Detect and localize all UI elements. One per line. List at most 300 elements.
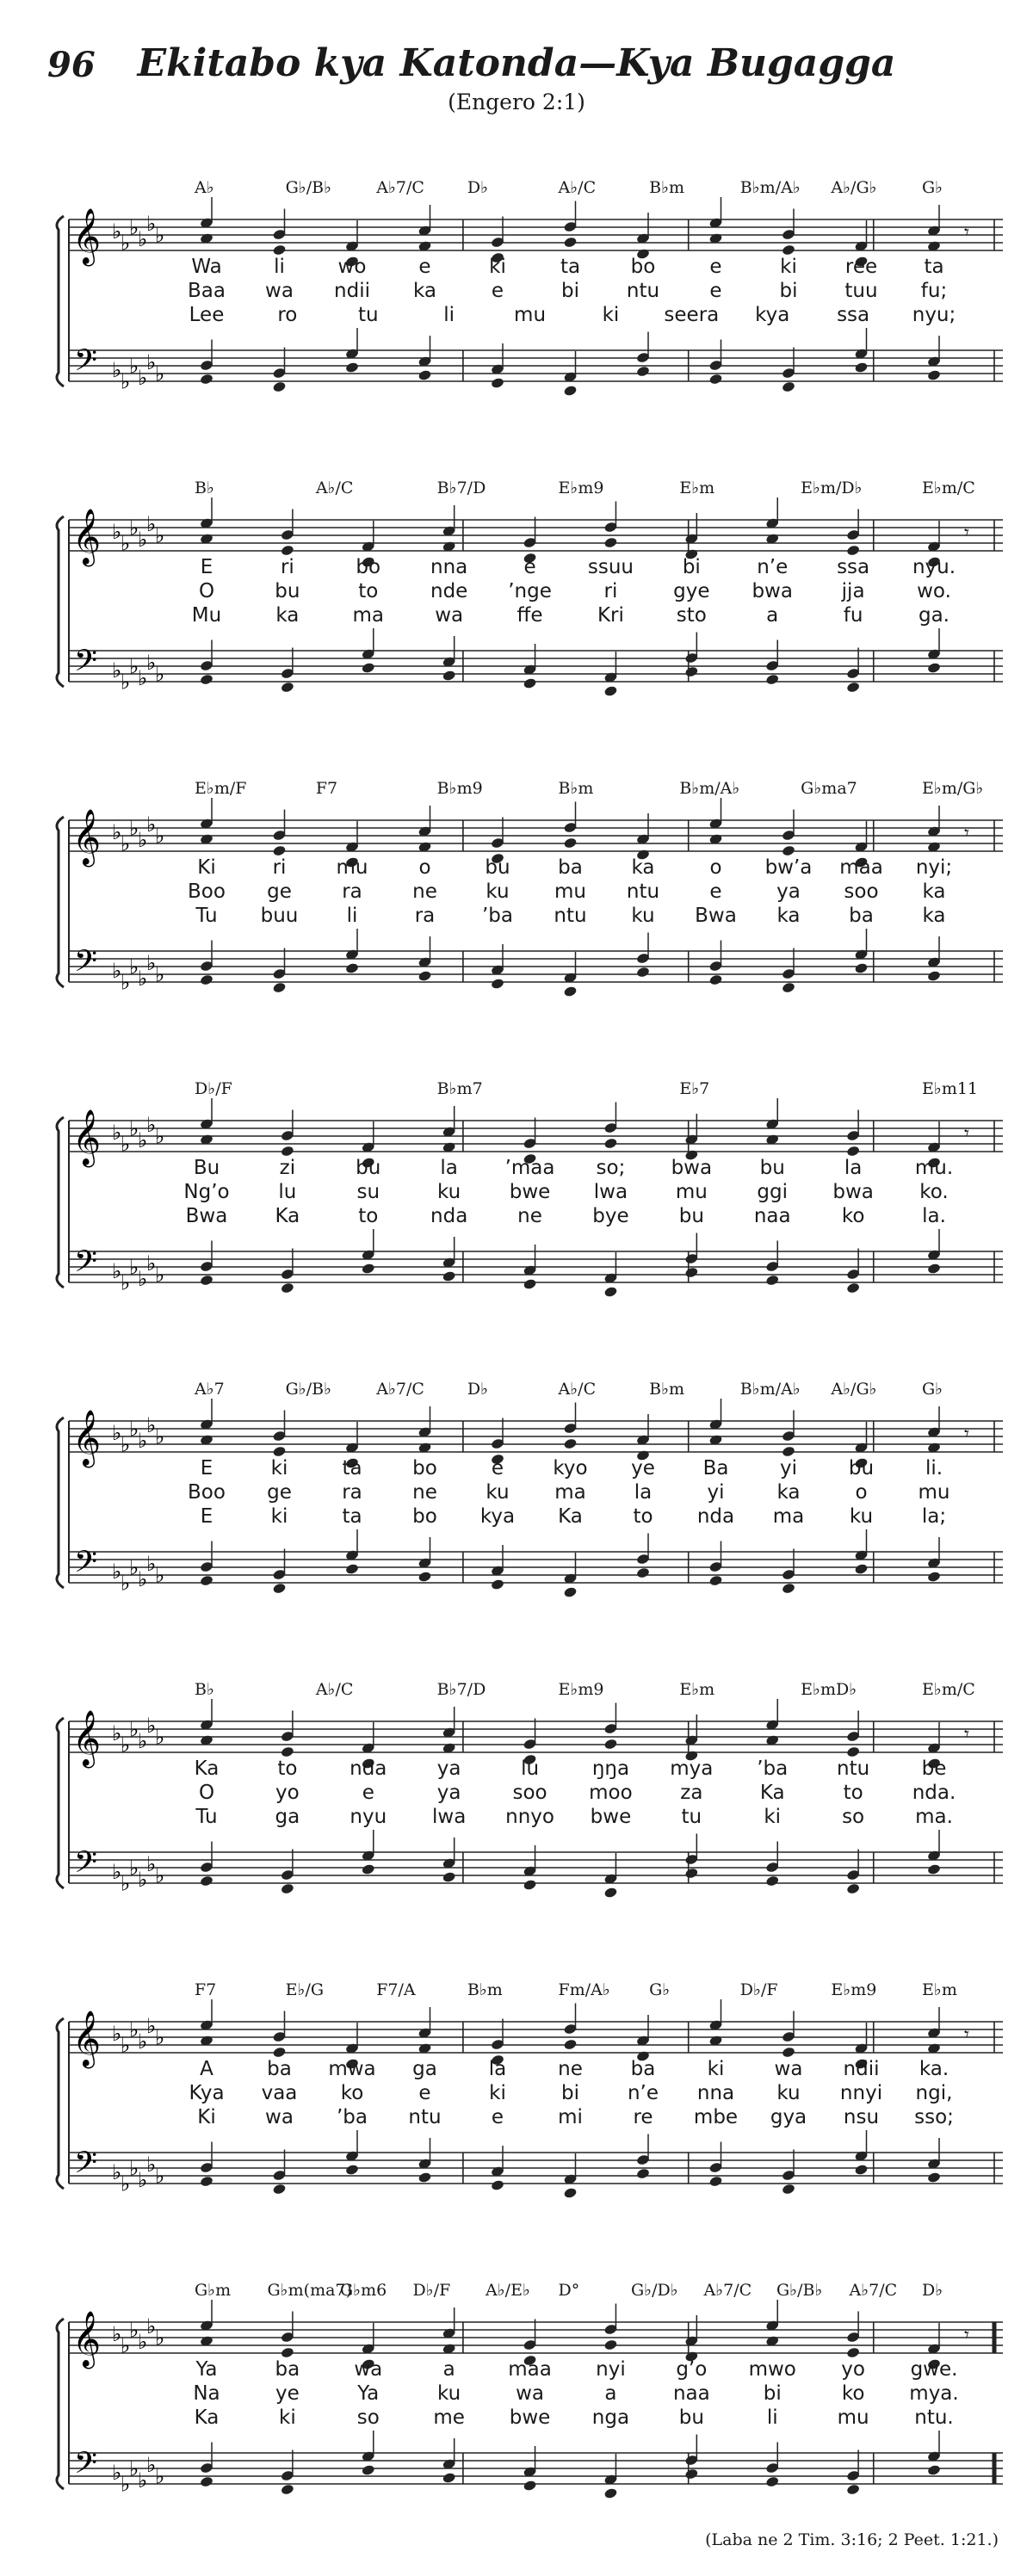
lyric-syllable: Lee (189, 304, 225, 326)
lyric-syllable: Ba (702, 1457, 729, 1480)
lyric-syllable: nda (696, 1505, 735, 1528)
key-flat-icon: ♭ (112, 1421, 122, 1445)
lyric-syllable: g’o (676, 2358, 708, 2381)
key-flat-icon: ♭ (129, 2318, 139, 2343)
lyrics-verse-2 (52, 1481, 1003, 1507)
bass-note (361, 2464, 375, 2476)
eighth-rest-icon: 𝄾 (964, 1123, 969, 1145)
bass-note (603, 1286, 618, 1298)
lyric-syllable: Ki (197, 2106, 216, 2128)
lyric-syllable: Ya (195, 2358, 218, 2381)
lyric-syllable: mu. (914, 1157, 954, 1179)
bass-note (846, 681, 861, 693)
lyric-syllable: ko (340, 2082, 364, 2104)
lyrics-verse-2 (52, 2382, 1003, 2408)
lyric-syllable: ki (489, 2082, 506, 2104)
key-flat-icon: ♭ (155, 2025, 165, 2050)
key-flat-icon: ♭ (121, 2472, 131, 2497)
bass-note (563, 385, 578, 397)
lyric-syllable: ra (342, 1481, 362, 1504)
lyric-syllable: kya (479, 1505, 516, 1528)
lyric-syllable: ge (267, 880, 292, 903)
bass-note (345, 962, 360, 974)
lyric-syllable: ssa (837, 556, 870, 578)
bass-note (361, 662, 375, 674)
lyric-syllable: Tu (195, 905, 218, 927)
lyric-syllable: bw’a (764, 856, 813, 879)
chord-symbol: B♭m7 (436, 1079, 483, 1098)
lyric-syllable: ne (412, 1481, 437, 1504)
lyric-syllable: re (633, 2106, 653, 2128)
lyric-syllable: ka (412, 280, 437, 302)
lyric-syllable: soo (844, 880, 879, 903)
lyric-syllable: ka (275, 604, 300, 627)
treble-clef-icon: 𝄞 (72, 809, 102, 865)
lyric-syllable: mbe (693, 2106, 739, 2128)
lyric-syllable: ya (436, 1757, 461, 1780)
lyric-syllable: bo (356, 556, 381, 578)
lyric-syllable: ssa (837, 304, 870, 326)
lyric-syllable: ki (270, 1505, 288, 1528)
bass-note (200, 373, 214, 385)
lyric-syllable: ree (844, 256, 878, 278)
lyric-syllable: ka (776, 1481, 801, 1504)
treble-note (281, 1745, 295, 1757)
lyric-syllable: jja (841, 580, 865, 602)
bass-note (418, 1571, 432, 1583)
chord-symbol: D♭ (467, 178, 489, 197)
bass-note (927, 662, 942, 674)
lyric-syllable: ku (486, 880, 510, 903)
bass-note (281, 1282, 295, 1294)
lyric-syllable: zi (279, 1157, 296, 1179)
bass-clef-icon: 𝄢 (74, 943, 98, 985)
music-system (52, 425, 1003, 709)
key-flat-icon: ♭ (146, 1413, 157, 1437)
lyric-syllable: e (709, 880, 722, 903)
treble-note (563, 236, 578, 248)
lyric-syllable: ra (414, 905, 436, 927)
chord-symbol: B♭m/A♭ (739, 178, 801, 197)
bass-note (345, 2164, 360, 2176)
eighth-rest-icon: 𝄾 (964, 2024, 969, 2046)
lyric-syllable: bu (678, 1205, 704, 1227)
key-flat-icon: ♭ (138, 2168, 148, 2192)
chord-symbol: B♭ (195, 479, 214, 497)
lyric-syllable: la; (921, 1505, 947, 1528)
lyrics-verse-3 (52, 2406, 1003, 2432)
key-flat-icon: ♭ (121, 1270, 131, 1295)
bass-note (491, 2179, 505, 2191)
key-flat-icon: ♭ (121, 531, 131, 556)
lyrics-verse-2 (52, 1782, 1003, 1807)
bass-note (345, 1563, 360, 1575)
bass-note (636, 365, 651, 377)
lyric-syllable: Bu (193, 1157, 220, 1179)
lyric-syllable: e (491, 1457, 504, 1480)
lyric-syllable: bu (759, 1157, 785, 1179)
lyric-syllable: nyu; (912, 304, 956, 326)
lyric-syllable: la (440, 1157, 458, 1179)
bass-note (272, 981, 287, 993)
chord-symbol: B♭m (649, 178, 685, 197)
bass-note (927, 2171, 942, 2184)
lyric-syllable: ra (342, 880, 362, 903)
bass-note (603, 2487, 618, 2499)
lyric-syllable: e (491, 2106, 504, 2128)
lyric-syllable: Boo (188, 880, 226, 903)
lyric-syllable: ka (922, 880, 946, 903)
lyric-syllable: o (855, 1481, 868, 1504)
key-flat-icon: ♭ (138, 2330, 148, 2354)
key-flat-icon: ♭ (129, 1717, 139, 1742)
lyric-syllable: ga (275, 1806, 300, 1828)
lyric-syllable: ku (849, 1505, 874, 1528)
lyric-syllable: bo (412, 1457, 437, 1480)
lyric-syllable: sso; (914, 2106, 954, 2128)
treble-note (281, 2346, 295, 2358)
lyric-syllable: li (346, 905, 358, 927)
key-flat-icon: ♭ (155, 962, 165, 987)
bass-note (603, 685, 618, 697)
bass-note (491, 377, 505, 389)
chord-symbol: Fm/A♭ (558, 1980, 610, 1999)
chord-symbol: G♭m6 (340, 2281, 387, 2300)
lyric-syllable: wa (265, 280, 294, 302)
lyrics-verse-1 (52, 1157, 1003, 1183)
bass-note (765, 673, 780, 685)
bass-note (636, 1566, 651, 1578)
treble-note (846, 1145, 861, 1157)
music-system (52, 726, 1003, 1010)
lyric-syllable: Ki (197, 856, 216, 879)
lyric-syllable: bi (682, 556, 701, 578)
chord-symbol: E♭m (922, 1980, 957, 1999)
chord-symbol: A♭7 (195, 1380, 225, 1399)
bass-note (418, 369, 432, 381)
key-flat-icon: ♭ (138, 1868, 148, 1892)
lyric-syllable: ŋŋa (591, 1757, 630, 1780)
lyric-syllable: ntu (837, 1757, 870, 1780)
lyric-syllable: ’ba (336, 2106, 368, 2128)
lyric-syllable: Baa (188, 280, 226, 302)
key-flat-icon: ♭ (155, 824, 165, 849)
treble-note (272, 2046, 287, 2058)
lyric-syllable: Ka (194, 2406, 220, 2429)
lyric-syllable: fu; (920, 280, 948, 302)
bass-note (765, 2475, 780, 2487)
lyric-syllable: gye (673, 580, 710, 602)
bass-note (636, 2167, 651, 2179)
lyric-syllable: bu (356, 1157, 381, 1179)
chord-symbol: A♭/G♭ (831, 1380, 877, 1399)
chord-symbol: E♭m9 (558, 479, 604, 497)
treble-clef-icon: 𝄞 (72, 2311, 102, 2367)
key-flat-icon: ♭ (155, 1563, 165, 1588)
lyric-syllable: ka (631, 856, 655, 879)
key-flat-icon: ♭ (112, 820, 122, 844)
bass-clef-icon: 𝄢 (74, 643, 98, 685)
key-flat-icon: ♭ (129, 816, 139, 841)
key-flat-icon: ♭ (112, 1721, 122, 1745)
lyric-syllable: Ka (275, 1205, 300, 1227)
lyrics-verse-3 (52, 905, 1003, 930)
treble-clef-icon: 𝄞 (72, 1109, 102, 1165)
key-flat-icon: ♭ (129, 1417, 139, 1442)
chord-symbol: B♭m (467, 1980, 503, 1999)
bass-clef-icon: 𝄢 (74, 1544, 98, 1586)
chord-symbol: G♭ma7 (801, 779, 857, 798)
bass-note (927, 1863, 942, 1875)
chord-symbol: E♭m (679, 479, 715, 497)
lyric-syllable: mu (918, 1481, 950, 1504)
lyric-syllable: Kri (597, 604, 624, 627)
key-flat-icon: ♭ (146, 1714, 157, 1738)
lyric-syllable: li. (925, 1457, 943, 1480)
key-flat-icon: ♭ (138, 1729, 148, 1753)
lyric-syllable: ro (277, 304, 298, 326)
chord-symbol: E♭m/C (922, 1680, 975, 1699)
chord-symbol: A♭/C (558, 1380, 597, 1399)
key-flat-icon: ♭ (138, 967, 148, 991)
key-flat-icon: ♭ (146, 1113, 157, 1137)
lyric-syllable: a (442, 2358, 455, 2381)
lyric-syllable: so; (596, 1157, 626, 1179)
lyric-syllable: su (356, 1181, 380, 1203)
bass-note (684, 1867, 699, 1879)
lyric-syllable: ko (841, 2382, 865, 2405)
lyric-syllable: lwa (432, 1806, 467, 1828)
key-flat-icon: ♭ (146, 651, 157, 675)
lyrics-verse-3 (52, 1505, 1003, 1531)
lyric-syllable: E (200, 1457, 213, 1480)
chord-symbol: E♭mD♭ (801, 1680, 857, 1699)
bass-note (200, 2475, 214, 2487)
treble-clef-icon: 𝄞 (72, 509, 102, 565)
key-flat-icon: ♭ (155, 1124, 165, 1149)
lyric-syllable: ’ba (757, 1757, 789, 1780)
key-flat-icon: ♭ (146, 350, 157, 374)
eighth-rest-icon: 𝄾 (964, 522, 969, 544)
lyric-syllable: bi (561, 280, 579, 302)
lyric-syllable: gwe. (910, 2358, 958, 2381)
bass-note (927, 1263, 942, 1275)
chord-symbol: G♭/B♭ (776, 2281, 823, 2300)
music-system (52, 1627, 1003, 1911)
lyric-syllable: li (274, 256, 285, 278)
bass-note (272, 380, 287, 392)
lyric-syllable: n’e (757, 556, 789, 578)
lyric-syllable: nna (430, 556, 468, 578)
chord-symbol: G♭ (922, 1380, 943, 1399)
chord-symbol: D♭ (467, 1380, 489, 1399)
lyric-syllable: bi (561, 2082, 579, 2104)
chord-symbol: A♭7/C (376, 1380, 424, 1399)
lyric-syllable: ta (342, 1505, 362, 1528)
key-flat-icon: ♭ (155, 2326, 165, 2351)
lyric-syllable: ki (602, 304, 620, 326)
chord-symbol: B♭m/A♭ (739, 1380, 801, 1399)
key-flat-icon: ♭ (146, 512, 157, 536)
key-flat-icon: ♭ (112, 2461, 122, 2485)
lyric-syllable: lwa (593, 1181, 628, 1203)
key-flat-icon: ♭ (121, 670, 131, 695)
lyric-syllable: ba (849, 905, 874, 927)
page-title: Ekitabo kya Katonda—Kya Bugagga (137, 41, 896, 85)
lyric-syllable: bi (763, 2382, 782, 2405)
bass-note (854, 2164, 869, 2176)
lyric-syllable: ri (280, 556, 294, 578)
lyric-syllable: gya (770, 2106, 807, 2128)
lyric-syllable: maa (508, 2358, 552, 2381)
key-flat-icon: ♭ (146, 212, 157, 236)
key-flat-icon: ♭ (155, 1725, 165, 1750)
chord-symbol: G♭m (195, 2281, 232, 2300)
lyric-syllable: A (200, 2058, 213, 2080)
lyric-syllable: maa (839, 856, 883, 879)
lyric-syllable: ntu (408, 2106, 442, 2128)
key-flat-icon: ♭ (129, 215, 139, 240)
key-flat-icon: ♭ (129, 654, 139, 679)
bass-clef-icon: 𝄢 (74, 2145, 98, 2187)
treble-note (603, 1137, 618, 1149)
chord-symbol: A♭/G♭ (831, 178, 877, 197)
lyric-syllable: n’e (627, 2082, 659, 2104)
eighth-rest-icon: 𝄾 (964, 222, 969, 244)
treble-note (603, 536, 618, 548)
lyric-syllable: Mu (191, 604, 222, 627)
chord-symbol: E♭m/C (922, 479, 975, 497)
lyric-syllable: Tu (195, 1806, 218, 1828)
lyrics-verse-1 (52, 856, 1003, 882)
chord-symbol: A♭/C (315, 479, 354, 497)
key-flat-icon: ♭ (129, 1856, 139, 1881)
key-flat-icon: ♭ (155, 2464, 165, 2489)
lyric-syllable: fu (843, 604, 863, 627)
lyric-syllable: wa (354, 2358, 383, 2381)
bass-note (200, 673, 214, 685)
key-flat-icon: ♭ (121, 1871, 131, 1896)
lyric-syllable: nnyo (505, 1806, 554, 1828)
lyric-syllable: ga (412, 2058, 437, 2080)
key-flat-icon: ♭ (121, 1132, 131, 1157)
chord-symbol: G♭ (649, 1980, 671, 1999)
bass-note (846, 2483, 861, 2495)
bass-note (281, 2483, 295, 2495)
lyric-syllable: ndii (334, 280, 370, 302)
chord-symbol: B♭7/D (436, 479, 486, 497)
chord-symbol: E♭m (679, 1680, 715, 1699)
bass-note (200, 2175, 214, 2187)
lyric-syllable: Ng’o (183, 1181, 230, 1203)
bass-note (782, 2183, 796, 2195)
bass-note (708, 2175, 723, 2187)
lyric-syllable: nda (349, 1757, 387, 1780)
lyric-syllable: e (523, 556, 536, 578)
chord-symbol: A♭/C (315, 1680, 354, 1699)
lyric-syllable: nde (430, 580, 468, 602)
bass-clef-icon: 𝄢 (74, 343, 98, 385)
key-flat-icon: ♭ (129, 354, 139, 379)
chord-symbol: A♭/C (558, 178, 597, 197)
chord-symbol: F7 (195, 1980, 217, 1999)
lyric-syllable: ki (707, 2058, 725, 2080)
lyrics-verse-2 (52, 280, 1003, 306)
key-flat-icon: ♭ (121, 2333, 131, 2358)
lyric-syllable: ye (631, 1457, 655, 1480)
lyric-syllable: ngi, (915, 2082, 953, 2104)
lyric-syllable: to (633, 1505, 653, 1528)
key-flat-icon: ♭ (121, 369, 131, 394)
chord-symbol: F7/A (376, 1980, 416, 1999)
lyric-syllable: ba (267, 2058, 292, 2080)
lyric-syllable: tu (681, 1806, 702, 1828)
bass-note (563, 2187, 578, 2199)
treble-note (563, 1437, 578, 1449)
chord-symbol: B♭m9 (436, 779, 483, 798)
chord-symbol: D♭/F (412, 2281, 451, 2300)
bass-note (854, 361, 869, 374)
music-system (52, 1927, 1003, 2211)
bass-note (361, 1863, 375, 1875)
lyric-syllable: e (709, 280, 722, 302)
lyric-syllable: ’nge (508, 580, 552, 602)
lyrics-verse-1 (52, 1757, 1003, 1783)
key-flat-icon: ♭ (146, 2014, 157, 2038)
lyric-syllable: mu (554, 880, 586, 903)
lyric-syllable: ku (437, 1181, 461, 1203)
lyric-syllable: ya (436, 1782, 461, 1804)
key-flat-icon: ♭ (155, 523, 165, 548)
treble-note (846, 1745, 861, 1757)
bass-note (418, 970, 432, 982)
lyric-syllable: ki (279, 2406, 296, 2429)
chord-symbol: A♭ (195, 178, 214, 197)
lyric-syllable: ta (924, 256, 944, 278)
lyric-syllable: ko (841, 1205, 865, 1227)
lyric-syllable: seera (664, 304, 720, 326)
page-subtitle: (Engero 2:1) (448, 90, 585, 114)
lyric-syllable: e (491, 280, 504, 302)
lyric-syllable: nnyi (839, 2082, 883, 2104)
bass-note (272, 1582, 287, 1594)
chord-symbol: D♭/F (739, 1980, 778, 1999)
bass-note (684, 665, 699, 677)
lyric-syllable: ri (603, 580, 618, 602)
lyric-syllable: me (433, 2406, 465, 2429)
key-flat-icon: ♭ (138, 666, 148, 690)
key-flat-icon: ♭ (155, 1424, 165, 1449)
lyric-syllable: nga (591, 2406, 630, 2429)
lyric-syllable: ne (517, 1205, 542, 1227)
lyric-syllable: a (766, 604, 779, 627)
lyric-syllable: ssuu (587, 556, 634, 578)
lyric-syllable: soo (512, 1782, 547, 1804)
bass-note (927, 1571, 942, 1583)
lyric-syllable: lu (521, 1757, 540, 1780)
lyric-syllable: Kya (189, 2082, 225, 2104)
bass-note (200, 1875, 214, 1887)
lyric-syllable: ba (630, 2058, 656, 2080)
lyric-syllable: bo (412, 1505, 437, 1528)
lyric-syllable: mi (558, 2106, 583, 2128)
lyrics-verse-3 (52, 604, 1003, 630)
key-flat-icon: ♭ (121, 1432, 131, 1457)
lyric-syllable: ggi (757, 1181, 789, 1203)
lyric-syllable: wo. (917, 580, 951, 602)
lyric-syllable: e (709, 256, 722, 278)
lyric-syllable: ge (267, 1481, 292, 1504)
